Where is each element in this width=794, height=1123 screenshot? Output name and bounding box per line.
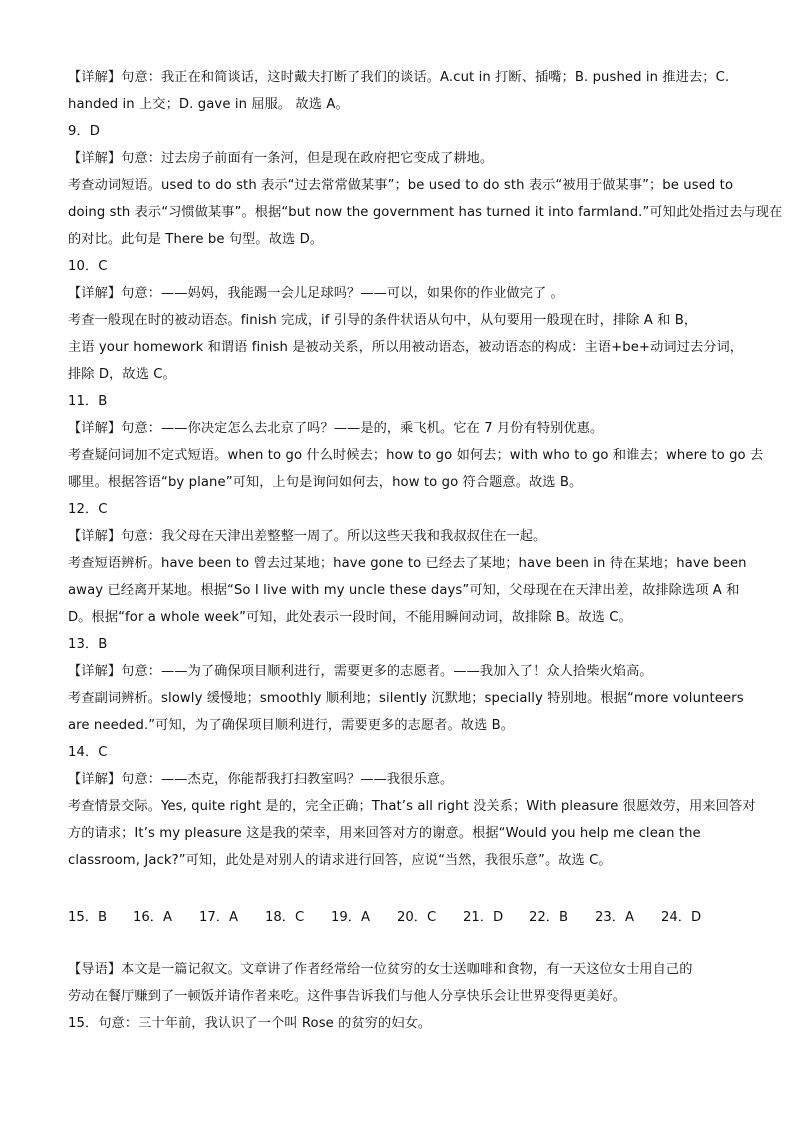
text-line: 考查短语辨析。have been to 曾去过某地；have gone to 已经去了某地；have been in 待在某地；have been bbox=[68, 556, 747, 571]
text-line: 【详解】句意：——杰克，你能帮我打扫教室吗？——我很乐意。 bbox=[68, 772, 454, 787]
text-line: 【详解】句意：——你决定怎么去北京了吗？——是的，乘飞机。它在 7 月份有特别优惠。 bbox=[68, 421, 604, 436]
text-line: 【详解】句意：过去房子前面有一条河，但是现在政府把它变成了耕地。 bbox=[68, 151, 494, 166]
answer-item: 18．C bbox=[265, 910, 305, 925]
text-line: 12．C bbox=[68, 502, 108, 517]
text-line: 劳动在餐厅赚到了一顿饭并请作者来吃。这件事告诉我们与他人分享快乐会让世界变得更美好。 bbox=[68, 989, 627, 1004]
text-line: classroom, Jack?”可知，此处是对别人的请求进行回答，应说“当然，我很乐意”。故选 C。 bbox=[68, 853, 612, 868]
answer-item: 21．D bbox=[463, 910, 504, 925]
text-line: 考查动词短语。used to do sth 表示“过去常常做某事”；be used to do sth 表示“被用于做某事”；be used to bbox=[68, 178, 734, 193]
text-line: 方的请求；It’s my pleasure 这是我的荣幸，用来回答对方的谢意。根据“Would you help me clean the bbox=[68, 826, 701, 841]
answer-key-row bbox=[68, 910, 728, 928]
answer-item: 20．C bbox=[397, 910, 437, 925]
text-line: 考查疑问词加不定式短语。when to go 什么时候去；how to go 如何去；with who to go 和谁去；where to go 去 bbox=[68, 448, 764, 463]
answer-item: 24．D bbox=[661, 910, 702, 925]
answer-item: 16．A bbox=[133, 910, 172, 925]
text-line: 【详解】句意：我正在和简谈话，这时戴夫打断了我们的谈话。A.cut in 打断、插嘴；B. pushed in 推进去；C. bbox=[68, 70, 730, 85]
text-line: 排除 D，故选 C。 bbox=[68, 367, 176, 382]
text-line: 13．B bbox=[68, 637, 108, 652]
text-line: D。根据“for a whole week”可知，此处表示一段时间，不能用瞬间动词，故排除 B。故选 C。 bbox=[68, 610, 632, 625]
text-line: are needed.”可知，为了确保项目顺利进行，需要更多的志愿者。故选 B。 bbox=[68, 718, 515, 733]
text-line: 考查情景交际。Yes, quite right 是的，完全正确；That’s all right 没关系；With pleasure 很愿效劳，用来回答对 bbox=[68, 799, 756, 814]
text-line: away 已经离开某地。根据“So I live with my uncle these days”可知，父母现在在天津出差，故排除选项 A 和 bbox=[68, 583, 740, 598]
text-line: doing sth 表示“习惯做某事”。根据“but now the government has turned it into farmland.”可知此处指过去与现在 bbox=[68, 205, 783, 220]
text-line: 【详解】句意：——妈妈，我能踢一会儿足球吗？——可以，如果你的作业做完了 。 bbox=[68, 286, 564, 301]
text-line: 考查副词辨析。slowly 缓慢地；smoothly 顺利地；silently 沉默地；specially 特别地。根据“more volunteers bbox=[68, 691, 744, 706]
text-line: 15．句意：三十年前，我认识了一个叫 Rose 的贫穷的妇女。 bbox=[68, 1016, 432, 1031]
text-line: 10．C bbox=[68, 259, 108, 274]
answer-item: 19．A bbox=[331, 910, 370, 925]
text-line: 【详解】句意：——为了确保项目顺利进行，需要更多的志愿者。——我加入了！众人拾柴火焰高。 bbox=[68, 664, 653, 679]
text-line: handed in 上交；D. gave in 屈服。 故选 A。 bbox=[68, 97, 349, 112]
text-line: 哪里。根据答语“by plane”可知，上句是询问如何去，how to go 符合题意。故选 B。 bbox=[68, 475, 583, 490]
answer-item: 17．A bbox=[199, 910, 238, 925]
text-line: 考查一般现在时的被动语态。finish 完成，if 引导的条件状语从句中，从句要用一般现在时，排除 A 和 B， bbox=[68, 313, 698, 328]
text-line: 11．B bbox=[68, 394, 108, 409]
text-line: 【详解】句意：我父母在天津出差整整一周了。所以这些天我和我叔叔住在一起。 bbox=[68, 529, 547, 544]
answer-item: 15．B bbox=[68, 910, 108, 925]
text-line: 14．C bbox=[68, 745, 108, 760]
text-line: 的对比。此句是 There be 句型。故选 D。 bbox=[68, 232, 324, 247]
text-line: 主语 your homework 和谓语 finish 是被动关系，所以用被动语态，被动语态的构成：主语+be+动词过去分词， bbox=[68, 340, 744, 355]
text-line: 【导语】本文是一篇记叙文。文章讲了作者经常给一位贫穷的女士送咖啡和食物，有一天这位女士用自己的 bbox=[68, 962, 693, 977]
answer-item: 22．B bbox=[529, 910, 569, 925]
text-line: 9．D bbox=[68, 124, 101, 139]
answer-item: 23．A bbox=[595, 910, 634, 925]
